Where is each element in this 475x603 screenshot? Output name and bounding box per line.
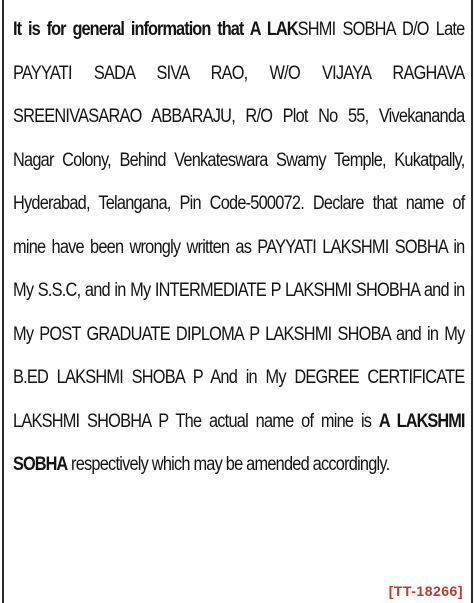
notice-intro-bold: It is for general information that A LAK [13,19,298,40]
left-border-rule [2,0,4,603]
actual-name: A LAKSHMI SOBHA [13,410,465,475]
notice-intro-text: SHMI SOBHA D/O Late PAYYATI SADA SIVA RAO, W/O VIJAYA RAGHAVA SREENIVASARAO ABBARAJU, R/O Plot No 55, Vivekananda Nagar Colony, Behind Venkateswara Swamy Temple, Kukatpally, Hyderabad, Telangana, Pin Code-500072. Declare that name of mine have been wrongly written as PAYYATI LAKSHMI SOBHA in My S.S.C, and in My INTERMEDIATE P LAKSHMI SHOBHA and in My POST GRADUATE DIPLOMA P LAKSHMI SHOBA and in My B.ED LAKSHMI SHOBA P And in My DEGREE CERTIFICATE LAKSHMI SHOBHA P The actual name of mine is [13,19,465,432]
notice-body [13,8,465,487]
reference-code: [TT-18266] [388,583,463,599]
notice-closing: respectively which may be amended accordingly. [67,454,390,475]
right-border-rule [471,0,473,603]
